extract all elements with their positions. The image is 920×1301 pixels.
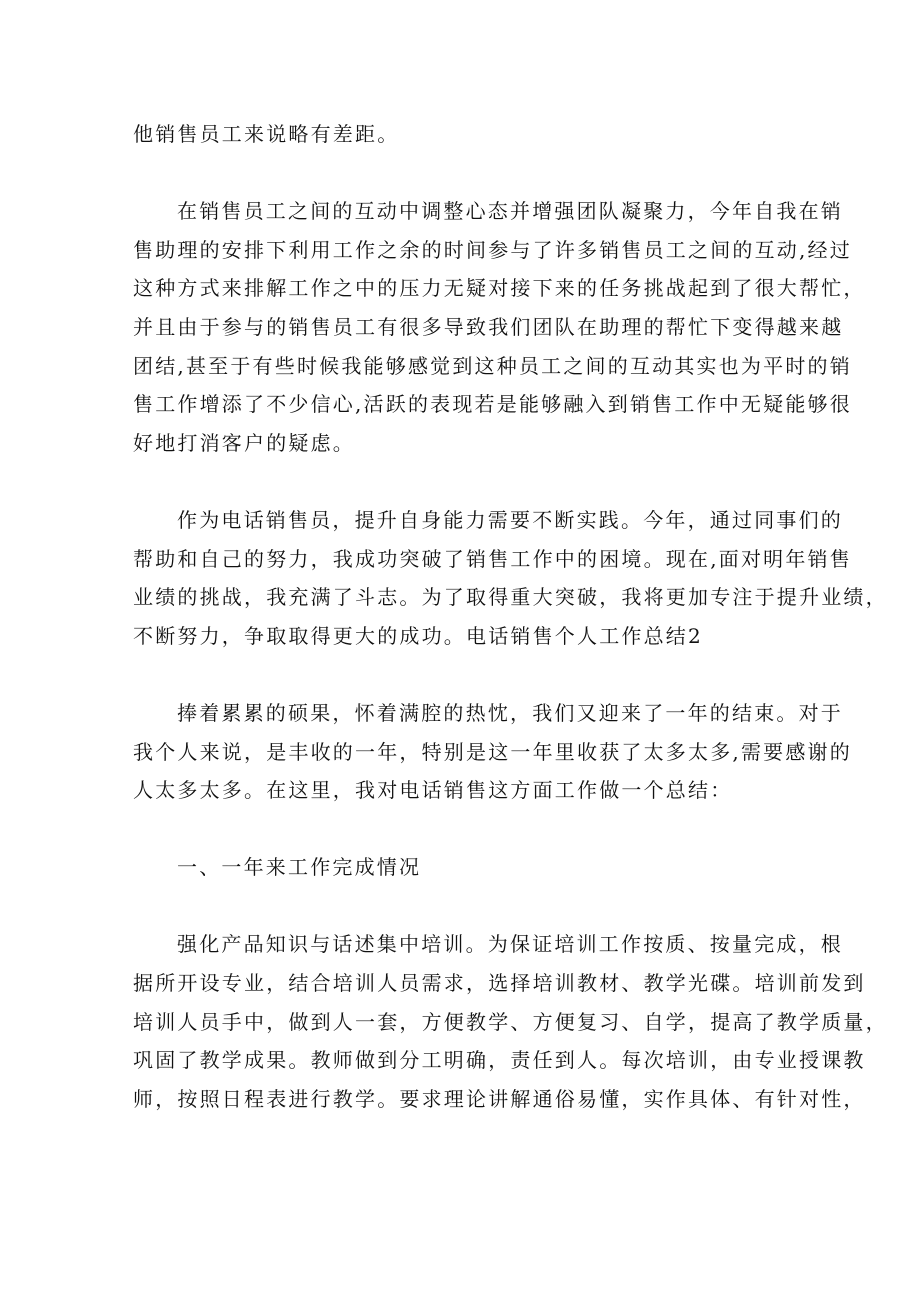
text-line: 他销售员工来说略有差距。 <box>133 122 400 146</box>
text-line: 强化产品知识与话述集中培训。为保证培训工作按质、按量完成，根 <box>177 932 843 957</box>
section-heading <box>133 848 795 887</box>
paragraph-gap <box>133 887 795 926</box>
paragraph <box>133 192 866 462</box>
paragraph-gap <box>133 154 795 193</box>
paragraph-gap <box>133 810 795 849</box>
text-line: 培训人员手中，做到人一套，方便教学、方便复习、自学，提高了教学质量， <box>133 1009 888 1034</box>
paragraph <box>133 115 795 154</box>
paragraph-gap <box>133 462 795 501</box>
text-line: 我个人来说，是丰收的一年，特别是这一年里收获了太多太多,需要感谢的 <box>133 739 852 764</box>
text-line: 售工作增添了不少信心,活跃的表现若是能够融入到销售工作中无疑能够很 <box>133 392 852 417</box>
paragraph <box>133 501 888 655</box>
paragraph <box>133 925 888 1118</box>
text-line: 帮助和自己的努力，我成功突破了销售工作中的困境。现在,面对明年销售 <box>133 546 852 571</box>
text-line: 一、一年来工作完成情况 <box>177 855 422 880</box>
text-line: 在销售员工之间的互动中调整心态并增强团队凝聚力，今年自我在销 <box>177 199 843 224</box>
text-line: 业绩的挑战，我充满了斗志。为了取得重大突破，我将更加专注于提升业绩， <box>133 585 888 610</box>
paragraph-gap <box>133 655 795 694</box>
text-line: 这种方式来排解工作之中的压力无疑对接下来的任务挑战起到了很大帮忙， <box>133 276 866 301</box>
text-line: 不断努力，争取取得更大的成功。电话销售个人工作总结2 <box>133 623 703 648</box>
text-line: 并且由于参与的销售员工有很多导致我们团队在助理的帮忙下变得越来越 <box>133 314 844 339</box>
text-line: 团结,甚至于有些时候我能够感觉到这种员工之间的互动其实也为平时的销 <box>133 353 852 378</box>
text-line: 作为电话销售员，提升自身能力需要不断实践。今年，通过同事们的 <box>177 507 843 532</box>
text-line: 巩固了教学成果。教师做到分工明确，责任到人。每次培训，由专业授课教 <box>133 1048 866 1073</box>
text-line: 售助理的安排下利用工作之余的时间参与了许多销售员工之间的互动,经过 <box>133 237 852 262</box>
text-line: 好地打消客户的疑虑。 <box>133 430 355 455</box>
paragraph <box>133 694 852 810</box>
text-line: 人太多太多。在这里，我对电话销售这方面工作做一个总结： <box>133 778 733 803</box>
text-line: 据所开设专业，结合培训人员需求，选择培训教材、教学光碟。培训前发到 <box>133 971 866 996</box>
text-line: 捧着累累的硕果，怀着满腔的热忱，我们又迎来了一年的结束。对于 <box>177 700 843 725</box>
text-line: 师，按照日程表进行教学。要求理论讲解通俗易懂，实作具体、有针对性， <box>133 1086 866 1111</box>
